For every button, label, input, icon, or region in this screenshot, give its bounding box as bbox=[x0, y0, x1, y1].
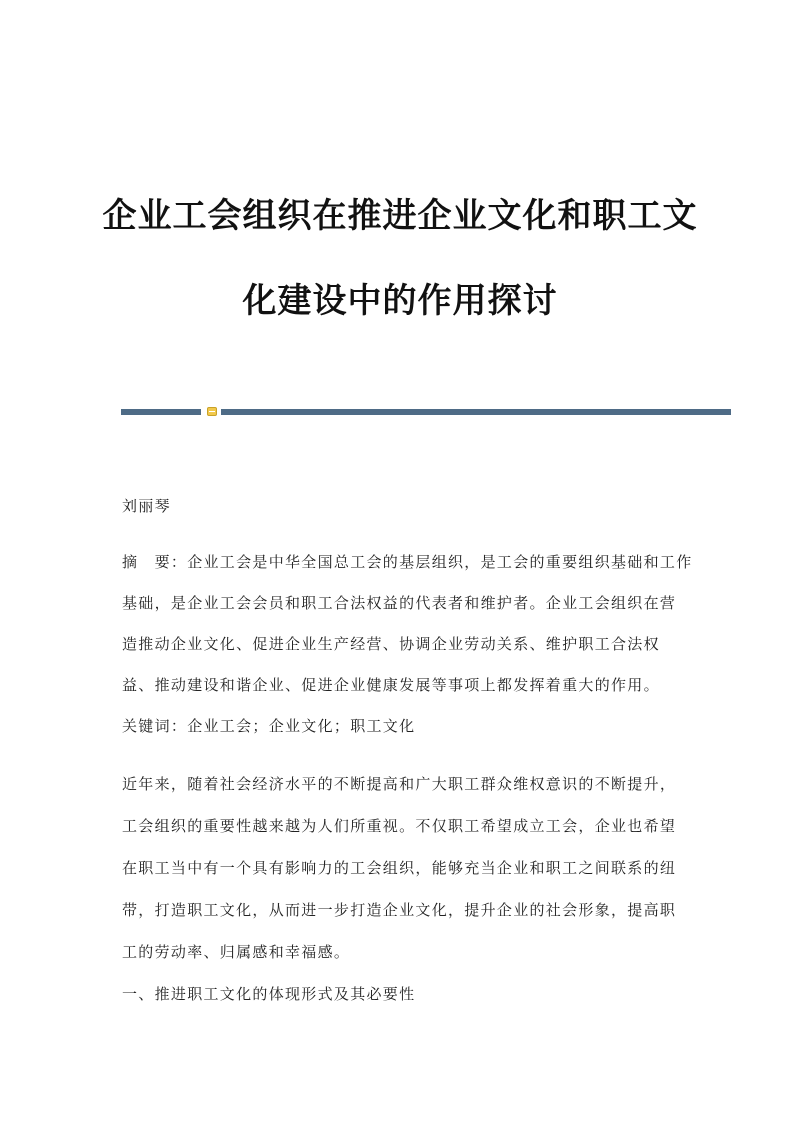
divider-bar-left bbox=[121, 409, 201, 415]
intro-line: 工会组织的重要性越来越为人们所重视。不仅职工希望成立工会，企业也希望 bbox=[122, 817, 677, 835]
title-divider bbox=[121, 405, 731, 417]
abstract-line: 基础，是企业工会会员和职工合法权益的代表者和维护者。企业工会组织在营 bbox=[122, 594, 677, 612]
abstract-line: 益、推动建设和谐企业、促进企业健康发展等事项上都发挥着重大的作用。 bbox=[122, 676, 660, 694]
divider-bar-right bbox=[221, 409, 731, 415]
document-title-line-2: 化建设中的作用探讨 bbox=[242, 281, 558, 321]
intro-line: 在职工当中有一个具有影响力的工会组织，能够充当企业和职工之间联系的纽 bbox=[122, 859, 677, 877]
keywords-line: 关键词：企业工会；企业文化；职工文化 bbox=[122, 717, 416, 735]
intro-paragraph bbox=[122, 763, 682, 973]
document-title-line-1: 企业工会组织在推进企业文化和职工文 bbox=[102, 196, 698, 236]
abstract-line: 摘 要：企业工会是中华全国总工会的基层组织，是工会的重要组织基础和工作 bbox=[122, 553, 693, 571]
abstract-line: 造推动企业文化、促进企业生产经营、协调企业劳动关系、维护职工合法权 bbox=[122, 635, 660, 653]
envelope-icon bbox=[207, 407, 217, 416]
section-heading: 一、推进职工文化的体现形式及其必要性 bbox=[122, 985, 416, 1003]
abstract-paragraph bbox=[122, 542, 693, 706]
intro-line: 工的劳动率、归属感和幸福感。 bbox=[122, 943, 351, 961]
intro-line: 近年来，随着社会经济水平的不断提高和广大职工群众维权意识的不断提升， bbox=[122, 775, 677, 793]
author-name: 刘丽琴 bbox=[122, 497, 171, 515]
intro-line: 带，打造职工文化，从而进一步打造企业文化，提升企业的社会形象，提高职 bbox=[122, 901, 677, 919]
